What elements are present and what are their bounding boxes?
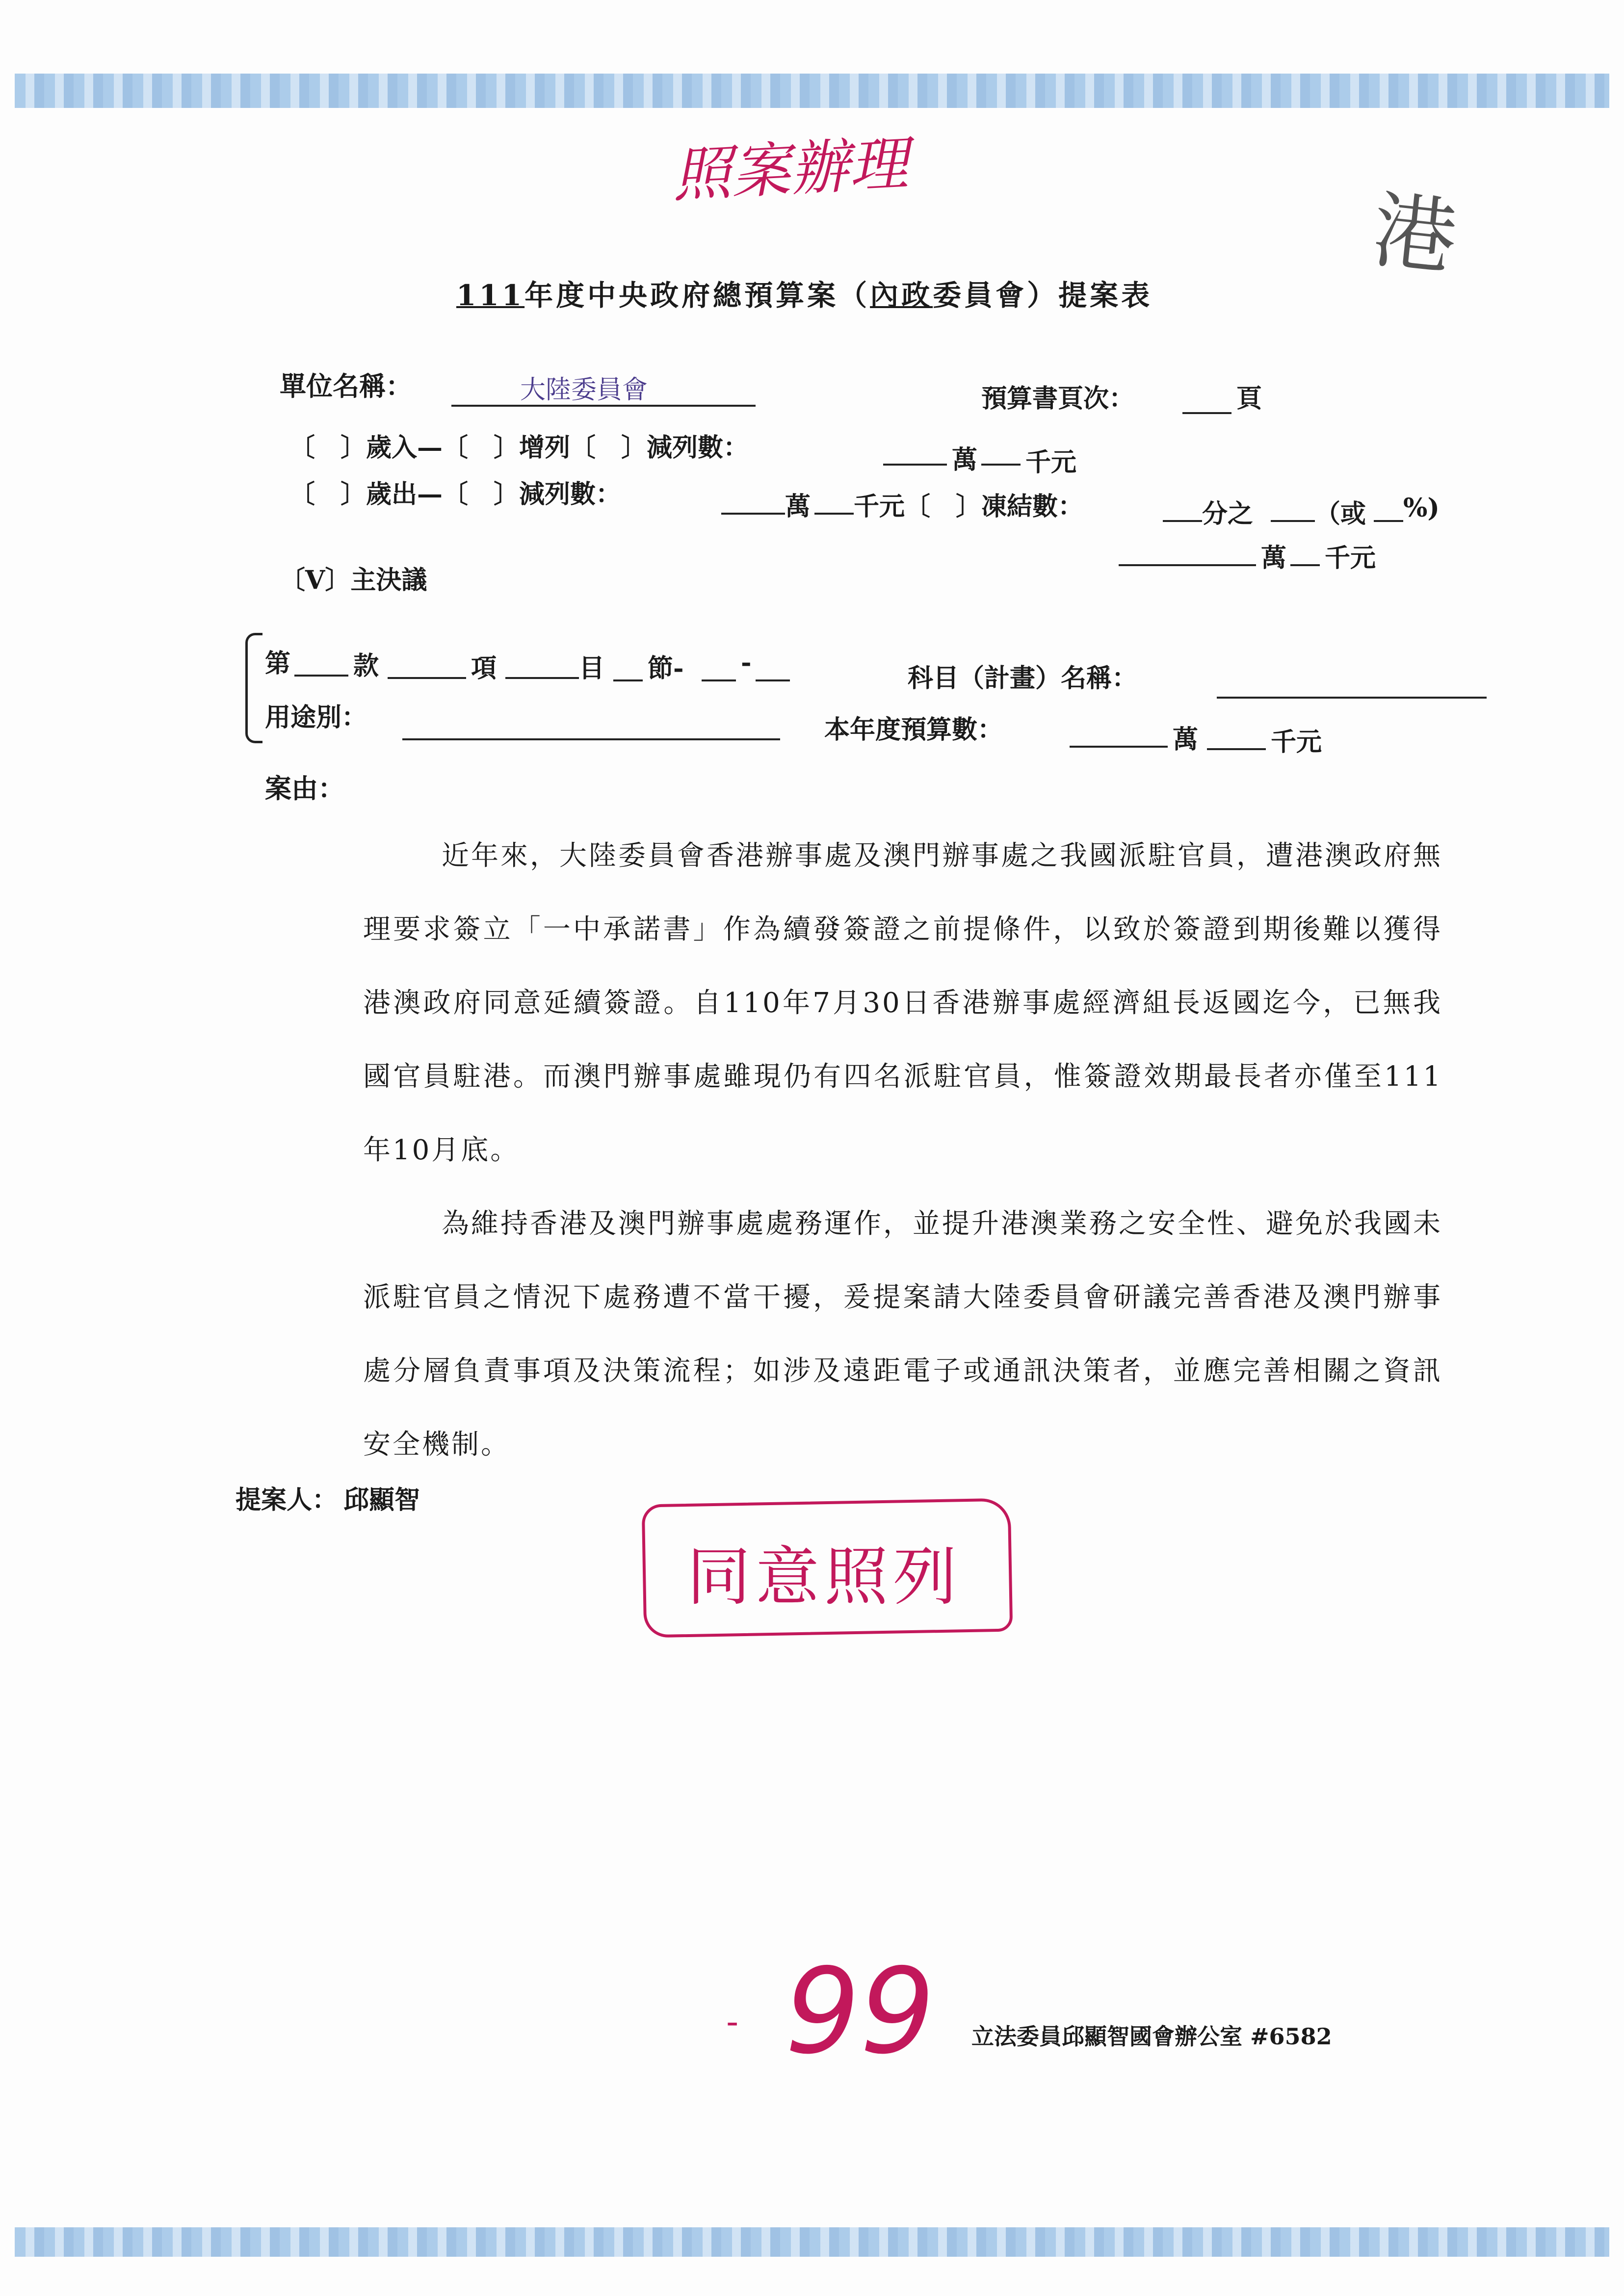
revenue-unit: 千元 xyxy=(1025,447,1077,477)
title-part1: 年度中央政府總預算案（ xyxy=(524,279,870,312)
category-brace xyxy=(245,633,262,743)
freeze-blank-2 xyxy=(1271,520,1315,522)
unit-value: 大陸委員會 xyxy=(520,375,648,405)
freeze-blank-4 xyxy=(1290,564,1320,566)
freeze-percent: （或 xyxy=(1315,499,1366,529)
page-number: 99 xyxy=(785,1943,935,2080)
kuan-prefix: 第 xyxy=(265,649,291,678)
handwritten-annotation: 照案辦理 xyxy=(671,130,910,210)
freeze-wan: 萬 xyxy=(1261,543,1287,573)
jie-blank-2 xyxy=(702,679,736,681)
title-part2: 委員會）提案表 xyxy=(933,279,1153,312)
budget-qianyuan: 千元 xyxy=(1271,727,1322,757)
kuan-blank xyxy=(294,675,348,677)
mu-blank xyxy=(505,677,579,679)
title-year: 111 xyxy=(456,279,525,312)
freeze-fraction: 分之 xyxy=(1202,499,1254,529)
corner-mark: 港 xyxy=(1368,182,1462,287)
freeze-blank-1 xyxy=(1163,520,1202,522)
jie-blank-1 xyxy=(613,679,643,681)
jie-blank-3 xyxy=(756,679,790,681)
freeze-amount-blank xyxy=(1119,564,1256,566)
form-title xyxy=(456,272,1153,313)
freeze-blank-3 xyxy=(1374,520,1403,522)
proposer-name: 邱顯智 xyxy=(343,1485,420,1515)
budget-wan: 萬 xyxy=(1173,725,1199,755)
freeze-qianyuan: 千元 xyxy=(1325,543,1376,573)
unit-label: 單位名稱： xyxy=(280,370,412,402)
page-dash: - xyxy=(726,2002,739,2042)
proposer-label: 提案人： xyxy=(236,1485,338,1515)
page-ref-blank xyxy=(1182,412,1231,414)
jie-label: 節- xyxy=(648,653,684,683)
kuan-label: 款 xyxy=(353,651,379,681)
revenue-blank-2 xyxy=(981,464,1021,466)
page-ref-label: 預算書頁次： xyxy=(981,384,1135,414)
expense-blank-1 xyxy=(721,513,785,515)
mu-label: 目 xyxy=(579,653,605,683)
page-ref-unit: 頁 xyxy=(1236,384,1262,414)
freeze-percent-end: %) xyxy=(1403,493,1440,523)
expense-row: 〔 〕歲出—〔 〕減列數： xyxy=(289,479,622,509)
revenue-wan: 萬 xyxy=(952,445,978,475)
xiang-blank xyxy=(388,677,466,679)
subject-label: 科目（計畫）名稱： xyxy=(908,663,1138,693)
budget-label: 本年度預算數： xyxy=(824,715,1003,745)
usage-blank xyxy=(402,738,780,740)
reason-paragraph-1: 近年來，大陸委員會香港辦事處及澳門辦事處之我國派駐官員，遭港澳政府無理要求簽立「一中承諾書」作為續發簽證之前提條件，以致於簽證到期後難以獲得港澳政府同意延續簽證。自110年7月30日香港辦事處經濟組長返國迄今，已無我國官員駐港。而澳門辦事處雖現仍有四名派駐官員，惟簽證效期最長者亦僅至111年10月底。 xyxy=(363,840,1442,1166)
approval-stamp-text: 同意照列 xyxy=(687,1539,962,1614)
revenue-blank-1 xyxy=(883,464,947,466)
revenue-row: 〔 〕歲入—〔 〕增列〔 〕減列數： xyxy=(289,433,749,463)
reason-label: 案由： xyxy=(265,773,344,804)
main-resolution: 〔V〕主決議 xyxy=(280,565,427,595)
expense-wan: 萬 xyxy=(785,492,811,522)
expense-unit: 千元〔 〕凍結數： xyxy=(854,492,1084,522)
scan-border-top xyxy=(15,74,1609,108)
unit-underline xyxy=(451,405,756,407)
footer-office: 立法委員邱顯智國會辦公室 #6582 xyxy=(971,2023,1332,2050)
budget-blank-1 xyxy=(1070,746,1168,748)
jie-dash: - xyxy=(741,648,752,678)
usage-label: 用途別： xyxy=(265,703,367,732)
expense-blank-2 xyxy=(814,513,854,515)
xiang-label: 項 xyxy=(471,653,497,683)
title-committee: 內政 xyxy=(870,279,933,312)
subject-blank xyxy=(1217,697,1487,699)
reason-body xyxy=(363,819,1442,1482)
scan-border-bottom xyxy=(15,2227,1609,2257)
reason-paragraph-2: 為維持香港及澳門辦事處處務運作，並提升港澳業務之安全性、避免於我國未派駐官員之情況下處務遭不當干擾，爰提案請大陸委員會研議完善香港及澳門辦事處分層負責事項及決策流程；如涉及遠距電子或通訊決策者，並應完善相關之資訊安全機制。 xyxy=(363,1208,1442,1461)
budget-blank-2 xyxy=(1207,748,1266,750)
